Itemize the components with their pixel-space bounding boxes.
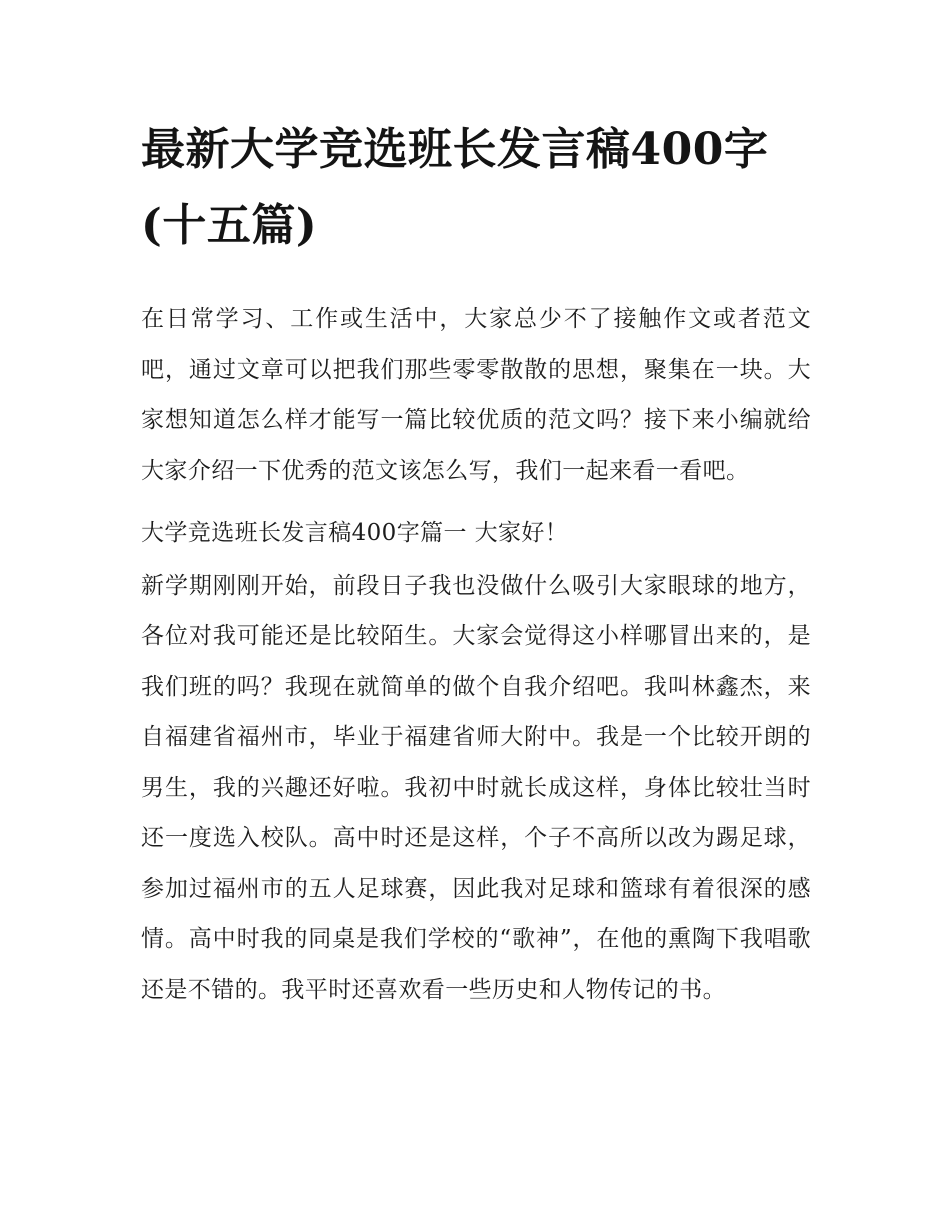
intro-paragraph: 在日常学习、工作或生活中，大家总少不了接触作文或者范文吧，通过文章可以把我们那些零零散散的思想，聚集在一块。大家想知道怎么样才能写一篇比较优质的范文吗？接下来小编就给大家介绍一下优秀的范文该怎么写，我们一起来看一看吧。	[141, 306, 811, 484]
body-paragraph: 新学期刚刚开始，前段日子我也没做什么吸引大家眼球的地方，各位对我可能还是比较陌生。大家会觉得这小样哪冒出来的，是我们班的吗？我现在就简单的做个自我介绍吧。我叫林鑫杰，来自福建省福州市，毕业于福建省师大附中。我是一个比较开朗的男生，我的兴趣还好啦。我初中时就长成这样，身体比较壮当时还一度选入校队。高中时还是这样，个子不高所以改为踢足球，参加过福州市的五人足球赛，因此我对足球和篮球有着很深的感情。高中时我的同桌是我们学校的“歌神”，在他的熏陶下我唱歌还是不错的。我平时还喜欢看一些历史和人物传记的书。	[141, 572, 811, 1003]
document-body	[141, 112, 811, 1027]
document-title: 最新大学竞选班长发言稿400字(十五篇)	[141, 124, 769, 251]
section-heading: 大学竞选班长发言稿400字篇一 大家好！	[141, 520, 569, 546]
